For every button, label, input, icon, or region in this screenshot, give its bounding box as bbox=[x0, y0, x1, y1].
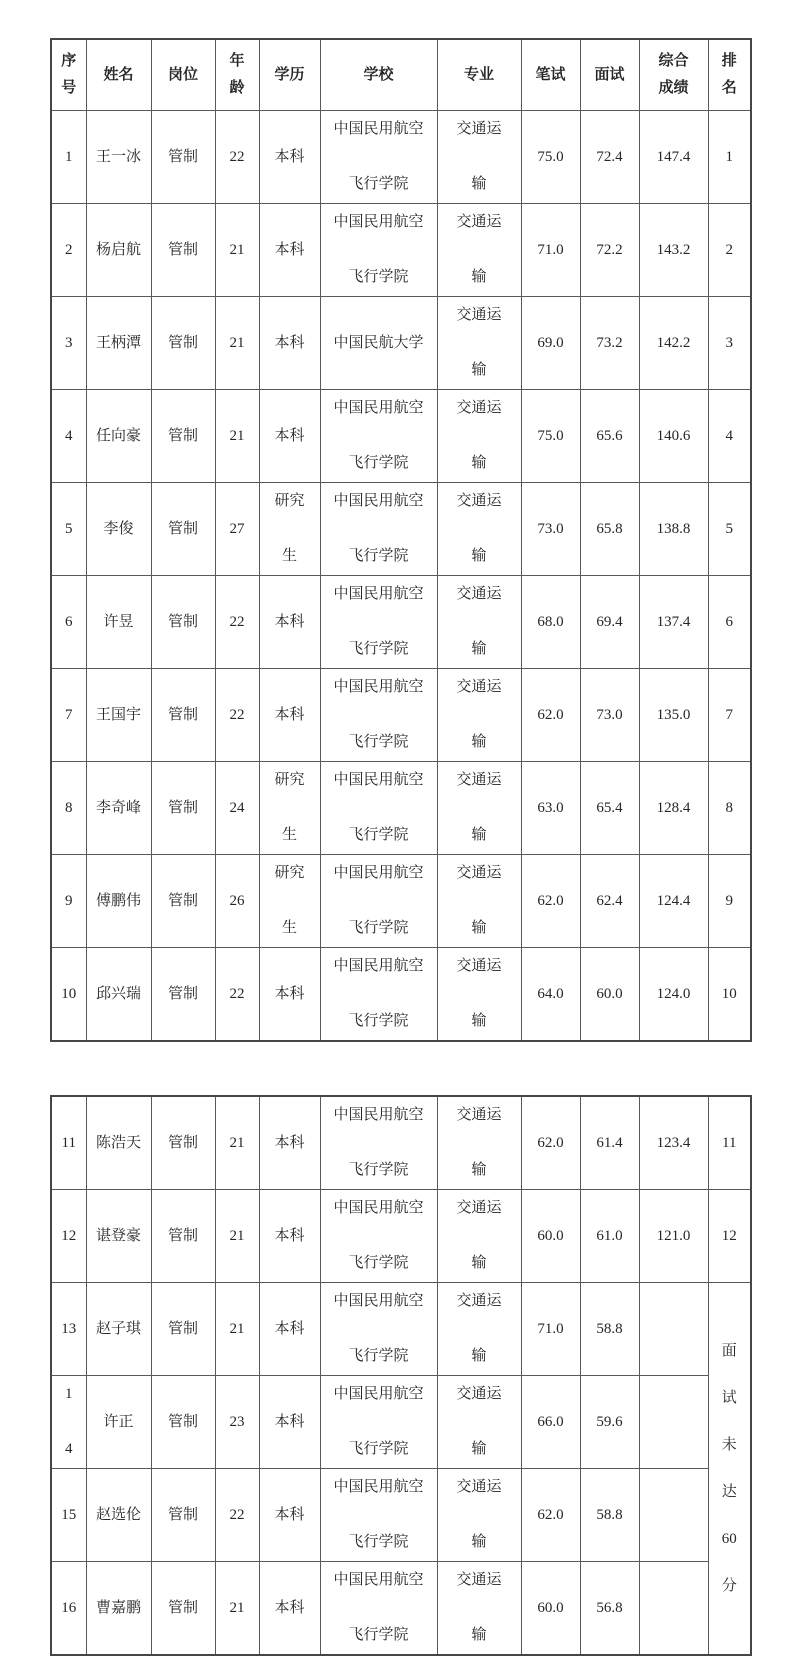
cell-age: 21 bbox=[215, 1562, 259, 1656]
cell-rank: 8 bbox=[708, 762, 751, 855]
cell-interview: 65.8 bbox=[580, 483, 639, 576]
cell-written: 62.0 bbox=[521, 1096, 580, 1190]
cell-total: 124.4 bbox=[639, 855, 708, 948]
cell-age: 23 bbox=[215, 1376, 259, 1469]
cell-name: 邱兴瑞 bbox=[86, 948, 151, 1042]
cell-post: 管制 bbox=[151, 111, 215, 204]
table-row-11 bbox=[51, 1096, 751, 1190]
cell-major: 交通运输 bbox=[437, 576, 521, 669]
table-row-15 bbox=[51, 1469, 751, 1562]
cell-written: 71.0 bbox=[521, 1283, 580, 1376]
cell-seq: 4 bbox=[51, 390, 86, 483]
cell-age: 21 bbox=[215, 1096, 259, 1190]
cell-rank: 3 bbox=[708, 297, 751, 390]
cell-rank: 4 bbox=[708, 390, 751, 483]
table-row-3 bbox=[51, 297, 751, 390]
cell-major: 交通运输 bbox=[437, 1469, 521, 1562]
cell-total: 142.2 bbox=[639, 297, 708, 390]
cell-name: 杨启航 bbox=[86, 204, 151, 297]
cell-edu: 本科 bbox=[259, 297, 320, 390]
cell-interview: 60.0 bbox=[580, 948, 639, 1042]
cell-major: 交通运输 bbox=[437, 1376, 521, 1469]
cell-seq: 10 bbox=[51, 948, 86, 1042]
cell-total: 121.0 bbox=[639, 1190, 708, 1283]
cell-total: 135.0 bbox=[639, 669, 708, 762]
cell-seq: 3 bbox=[51, 297, 86, 390]
cell-rank-note: 面试未达60分 bbox=[708, 1283, 751, 1656]
cell-name: 曹嘉鹏 bbox=[86, 1562, 151, 1656]
cell-seq: 15 bbox=[51, 1469, 86, 1562]
cell-rank: 5 bbox=[708, 483, 751, 576]
cell-edu: 本科 bbox=[259, 111, 320, 204]
cell-school: 中国民用航空飞行学院 bbox=[320, 1562, 437, 1656]
cell-seq: 13 bbox=[51, 1283, 86, 1376]
cell-age: 24 bbox=[215, 762, 259, 855]
column-header-major: 专业 bbox=[437, 39, 521, 111]
cell-seq: 2 bbox=[51, 204, 86, 297]
cell-interview: 72.4 bbox=[580, 111, 639, 204]
cell-edu: 本科 bbox=[259, 204, 320, 297]
cell-name: 许正 bbox=[86, 1376, 151, 1469]
cell-seq: 16 bbox=[51, 1562, 86, 1656]
cell-rank: 1 bbox=[708, 111, 751, 204]
cell-written: 60.0 bbox=[521, 1562, 580, 1656]
cell-age: 22 bbox=[215, 1469, 259, 1562]
cell-major: 交通运输 bbox=[437, 948, 521, 1042]
cell-name: 许昱 bbox=[86, 576, 151, 669]
cell-total bbox=[639, 1283, 708, 1376]
cell-interview: 58.8 bbox=[580, 1469, 639, 1562]
cell-written: 75.0 bbox=[521, 111, 580, 204]
cell-school: 中国民用航空飞行学院 bbox=[320, 576, 437, 669]
cell-edu: 本科 bbox=[259, 576, 320, 669]
cell-major: 交通运输 bbox=[437, 669, 521, 762]
cell-edu: 本科 bbox=[259, 1562, 320, 1656]
cell-total bbox=[639, 1469, 708, 1562]
cell-major: 交通运输 bbox=[437, 1190, 521, 1283]
cell-interview: 73.2 bbox=[580, 297, 639, 390]
cell-school: 中国民用航空飞行学院 bbox=[320, 204, 437, 297]
cell-edu: 研究生 bbox=[259, 483, 320, 576]
cell-post: 管制 bbox=[151, 483, 215, 576]
table-row-8 bbox=[51, 762, 751, 855]
cell-seq: 5 bbox=[51, 483, 86, 576]
cell-written: 71.0 bbox=[521, 204, 580, 297]
cell-seq: 14 bbox=[51, 1376, 86, 1469]
column-header-interview: 面试 bbox=[580, 39, 639, 111]
cell-school: 中国民用航空飞行学院 bbox=[320, 762, 437, 855]
column-header-age: 年龄 bbox=[215, 39, 259, 111]
cell-post: 管制 bbox=[151, 762, 215, 855]
cell-edu: 研究生 bbox=[259, 762, 320, 855]
cell-seq: 9 bbox=[51, 855, 86, 948]
cell-interview: 72.2 bbox=[580, 204, 639, 297]
cell-total: 143.2 bbox=[639, 204, 708, 297]
table-row-4 bbox=[51, 390, 751, 483]
cell-edu: 本科 bbox=[259, 1283, 320, 1376]
cell-age: 22 bbox=[215, 576, 259, 669]
cell-total bbox=[639, 1562, 708, 1656]
cell-name: 王国宇 bbox=[86, 669, 151, 762]
cell-post: 管制 bbox=[151, 297, 215, 390]
column-header-seq: 序号 bbox=[51, 39, 86, 111]
cell-written: 62.0 bbox=[521, 855, 580, 948]
cell-school: 中国民航大学 bbox=[320, 297, 437, 390]
cell-written: 64.0 bbox=[521, 948, 580, 1042]
column-header-school: 学校 bbox=[320, 39, 437, 111]
cell-major: 交通运输 bbox=[437, 111, 521, 204]
cell-interview: 62.4 bbox=[580, 855, 639, 948]
table-row-5 bbox=[51, 483, 751, 576]
cell-total: 147.4 bbox=[639, 111, 708, 204]
cell-written: 68.0 bbox=[521, 576, 580, 669]
table-row-9 bbox=[51, 855, 751, 948]
cell-name: 赵选伦 bbox=[86, 1469, 151, 1562]
cell-age: 22 bbox=[215, 111, 259, 204]
cell-school: 中国民用航空飞行学院 bbox=[320, 483, 437, 576]
table-row-6 bbox=[51, 576, 751, 669]
cell-post: 管制 bbox=[151, 1096, 215, 1190]
cell-name: 傅鹏伟 bbox=[86, 855, 151, 948]
cell-major: 交通运输 bbox=[437, 297, 521, 390]
cell-school: 中国民用航空飞行学院 bbox=[320, 1190, 437, 1283]
cell-post: 管制 bbox=[151, 1562, 215, 1656]
cell-edu: 本科 bbox=[259, 1469, 320, 1562]
cell-age: 26 bbox=[215, 855, 259, 948]
results-table-section-2 bbox=[50, 1095, 750, 1656]
cell-name: 王一冰 bbox=[86, 111, 151, 204]
cell-seq: 12 bbox=[51, 1190, 86, 1283]
cell-name: 李奇峰 bbox=[86, 762, 151, 855]
cell-edu: 本科 bbox=[259, 1190, 320, 1283]
cell-total: 140.6 bbox=[639, 390, 708, 483]
cell-interview: 59.6 bbox=[580, 1376, 639, 1469]
cell-interview: 61.0 bbox=[580, 1190, 639, 1283]
cell-post: 管制 bbox=[151, 669, 215, 762]
cell-total: 124.0 bbox=[639, 948, 708, 1042]
cell-major: 交通运输 bbox=[437, 1096, 521, 1190]
table-row-1 bbox=[51, 111, 751, 204]
cell-interview: 73.0 bbox=[580, 669, 639, 762]
cell-edu: 本科 bbox=[259, 1096, 320, 1190]
cell-age: 27 bbox=[215, 483, 259, 576]
cell-edu: 本科 bbox=[259, 948, 320, 1042]
table-row-16 bbox=[51, 1562, 751, 1656]
cell-school: 中国民用航空飞行学院 bbox=[320, 855, 437, 948]
cell-school: 中国民用航空飞行学院 bbox=[320, 948, 437, 1042]
cell-major: 交通运输 bbox=[437, 483, 521, 576]
cell-major: 交通运输 bbox=[437, 390, 521, 483]
cell-rank: 11 bbox=[708, 1096, 751, 1190]
results-table-rows-11-16 bbox=[50, 1095, 752, 1656]
cell-interview: 58.8 bbox=[580, 1283, 639, 1376]
table-row-14 bbox=[51, 1376, 751, 1469]
cell-name: 李俊 bbox=[86, 483, 151, 576]
cell-school: 中国民用航空飞行学院 bbox=[320, 111, 437, 204]
column-header-rank: 排名 bbox=[708, 39, 751, 111]
cell-age: 22 bbox=[215, 669, 259, 762]
table-row-7 bbox=[51, 669, 751, 762]
table-row-13 bbox=[51, 1283, 751, 1376]
cell-written: 66.0 bbox=[521, 1376, 580, 1469]
column-header-written: 笔试 bbox=[521, 39, 580, 111]
cell-total: 128.4 bbox=[639, 762, 708, 855]
cell-total bbox=[639, 1376, 708, 1469]
cell-school: 中国民用航空飞行学院 bbox=[320, 669, 437, 762]
cell-total: 138.8 bbox=[639, 483, 708, 576]
cell-major: 交通运输 bbox=[437, 855, 521, 948]
cell-post: 管制 bbox=[151, 576, 215, 669]
cell-school: 中国民用航空飞行学院 bbox=[320, 1376, 437, 1469]
cell-rank: 9 bbox=[708, 855, 751, 948]
cell-school: 中国民用航空飞行学院 bbox=[320, 1096, 437, 1190]
cell-interview: 56.8 bbox=[580, 1562, 639, 1656]
cell-major: 交通运输 bbox=[437, 204, 521, 297]
cell-age: 21 bbox=[215, 297, 259, 390]
cell-name: 任向豪 bbox=[86, 390, 151, 483]
cell-post: 管制 bbox=[151, 1190, 215, 1283]
results-table-rows-1-10 bbox=[50, 38, 752, 1042]
table-row-10 bbox=[51, 948, 751, 1042]
cell-post: 管制 bbox=[151, 855, 215, 948]
cell-rank: 6 bbox=[708, 576, 751, 669]
cell-major: 交通运输 bbox=[437, 1283, 521, 1376]
cell-seq: 11 bbox=[51, 1096, 86, 1190]
cell-name: 王柄潭 bbox=[86, 297, 151, 390]
cell-interview: 61.4 bbox=[580, 1096, 639, 1190]
cell-interview: 65.6 bbox=[580, 390, 639, 483]
cell-post: 管制 bbox=[151, 948, 215, 1042]
cell-age: 22 bbox=[215, 948, 259, 1042]
cell-written: 63.0 bbox=[521, 762, 580, 855]
exam-results-document bbox=[50, 0, 750, 1656]
cell-post: 管制 bbox=[151, 390, 215, 483]
cell-post: 管制 bbox=[151, 204, 215, 297]
cell-rank: 7 bbox=[708, 669, 751, 762]
cell-written: 73.0 bbox=[521, 483, 580, 576]
cell-seq: 6 bbox=[51, 576, 86, 669]
cell-age: 21 bbox=[215, 390, 259, 483]
cell-major: 交通运输 bbox=[437, 1562, 521, 1656]
cell-edu: 本科 bbox=[259, 1376, 320, 1469]
cell-rank: 12 bbox=[708, 1190, 751, 1283]
cell-rank: 10 bbox=[708, 948, 751, 1042]
cell-rank: 2 bbox=[708, 204, 751, 297]
cell-seq: 8 bbox=[51, 762, 86, 855]
cell-total: 123.4 bbox=[639, 1096, 708, 1190]
cell-post: 管制 bbox=[151, 1283, 215, 1376]
cell-seq: 7 bbox=[51, 669, 86, 762]
cell-post: 管制 bbox=[151, 1469, 215, 1562]
cell-age: 21 bbox=[215, 1190, 259, 1283]
cell-post: 管制 bbox=[151, 1376, 215, 1469]
cell-name: 陈浩天 bbox=[86, 1096, 151, 1190]
cell-school: 中国民用航空飞行学院 bbox=[320, 390, 437, 483]
cell-edu: 研究生 bbox=[259, 855, 320, 948]
cell-age: 21 bbox=[215, 204, 259, 297]
cell-written: 60.0 bbox=[521, 1190, 580, 1283]
column-header-total: 综合成绩 bbox=[639, 39, 708, 111]
column-header-name: 姓名 bbox=[86, 39, 151, 111]
cell-total: 137.4 bbox=[639, 576, 708, 669]
cell-school: 中国民用航空飞行学院 bbox=[320, 1283, 437, 1376]
cell-written: 62.0 bbox=[521, 1469, 580, 1562]
cell-written: 62.0 bbox=[521, 669, 580, 762]
cell-interview: 65.4 bbox=[580, 762, 639, 855]
table-row-12 bbox=[51, 1190, 751, 1283]
cell-written: 69.0 bbox=[521, 297, 580, 390]
cell-seq: 1 bbox=[51, 111, 86, 204]
cell-name: 谌登豪 bbox=[86, 1190, 151, 1283]
header-row bbox=[51, 39, 751, 111]
cell-school: 中国民用航空飞行学院 bbox=[320, 1469, 437, 1562]
cell-written: 75.0 bbox=[521, 390, 580, 483]
column-header-edu: 学历 bbox=[259, 39, 320, 111]
cell-major: 交通运输 bbox=[437, 762, 521, 855]
cell-interview: 69.4 bbox=[580, 576, 639, 669]
table-row-2 bbox=[51, 204, 751, 297]
cell-edu: 本科 bbox=[259, 669, 320, 762]
column-header-post: 岗位 bbox=[151, 39, 215, 111]
results-table-section-1 bbox=[50, 38, 750, 1042]
cell-name: 赵子琪 bbox=[86, 1283, 151, 1376]
cell-edu: 本科 bbox=[259, 390, 320, 483]
cell-age: 21 bbox=[215, 1283, 259, 1376]
